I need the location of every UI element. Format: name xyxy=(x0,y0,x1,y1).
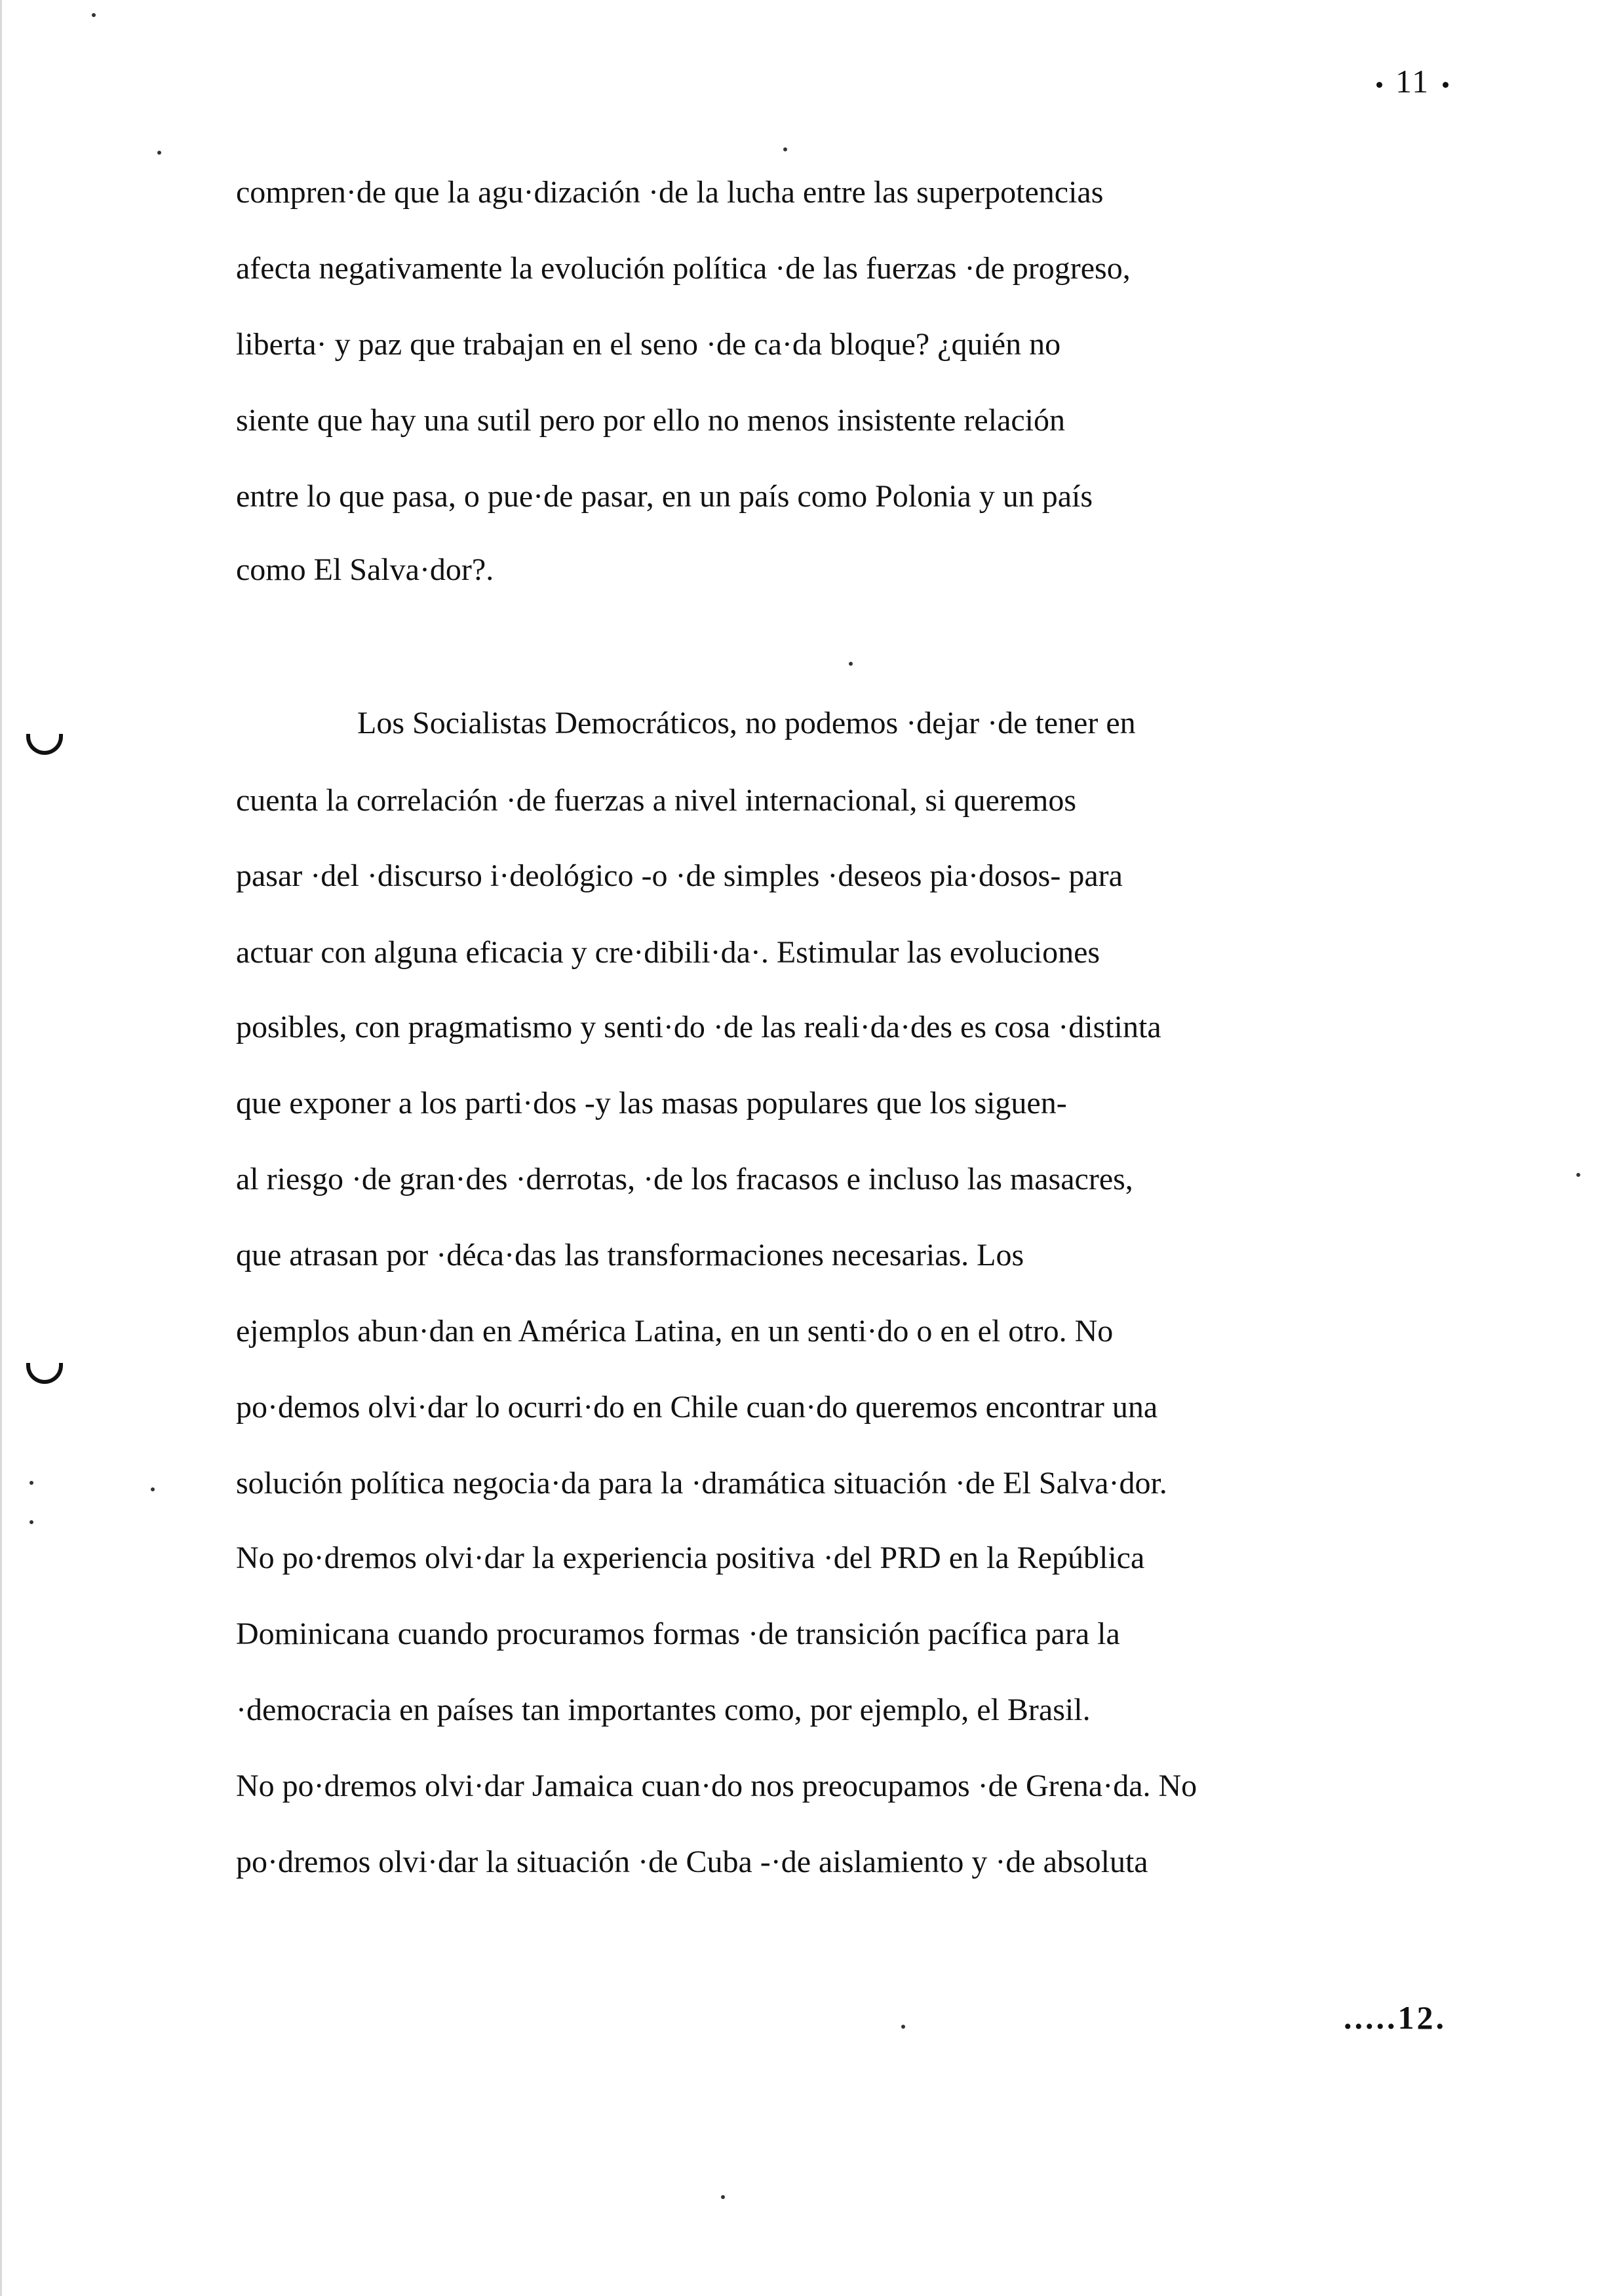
scan-speck xyxy=(721,2195,725,2199)
text-line: No po·dremos olvi·dar la experiencia positiva ·del PRD en la República xyxy=(236,1540,1145,1575)
text-line: que exponer a los parti·dos -y las masas populares que los siguen- xyxy=(236,1086,1067,1120)
text-line: ejemplos abun·dan en América Latina, en un senti·do o en el otro. No xyxy=(236,1314,1114,1349)
text-line: Los Socialistas Democráticos, no podemos ·dejar ·de tener en xyxy=(357,706,1136,740)
scan-speck xyxy=(783,147,787,151)
text-line: afecta negativamente la evolución política ·de las fuerzas ·de progreso, xyxy=(236,251,1131,286)
page-number-text: 11 xyxy=(1395,63,1430,100)
page-number-dot-right xyxy=(1443,82,1449,88)
page-number-dot-left xyxy=(1376,82,1382,88)
scan-speck xyxy=(29,1520,33,1524)
continuation-marker: .....12. xyxy=(1344,1999,1447,2036)
text-line: pasar ·del ·discurso i·deológico -o ·de simples ·deseos pia·dosos- para xyxy=(236,858,1123,893)
text-line: solución política negocia·da para la ·dramática situación ·de El Salva·dor. xyxy=(236,1466,1167,1501)
text-line: compren·de que la agu·dización ·de la lucha entre las superpotencias xyxy=(236,175,1104,210)
scan-speck xyxy=(849,662,853,666)
text-line: No po·dremos olvi·dar Jamaica cuan·do nos preocupamos ·de Grena·da. No xyxy=(236,1769,1197,1803)
scan-speck xyxy=(1576,1173,1580,1177)
text-line: siente que hay una sutil pero por ello no menos insistente relación xyxy=(236,403,1066,438)
binder-hole-mark xyxy=(26,1363,63,1384)
binder-hole-mark xyxy=(26,734,63,755)
scan-speck xyxy=(92,13,96,17)
text-line: cuenta la correlación ·de fuerzas a nivel internacional, si queremos xyxy=(236,783,1077,818)
scan-speck xyxy=(901,2025,905,2029)
scan-speck xyxy=(29,1481,33,1485)
scan-speck xyxy=(157,151,161,155)
text-line: po·demos olvi·dar lo ocurri·do en Chile cuan·do queremos encontrar una xyxy=(236,1390,1158,1425)
text-line: liberta· y paz que trabajan en el seno ·de ca·da bloque? ¿quién no xyxy=(236,327,1061,362)
text-line: Dominicana cuando procuramos formas ·de transición pacífica para la xyxy=(236,1617,1120,1651)
page-number xyxy=(1363,62,1462,100)
text-line: que atrasan por ·déca·das las transformaciones necesarias. Los xyxy=(236,1238,1024,1272)
text-line: actuar con alguna eficacia y cre·dibili·da·. Estimular las evoluciones xyxy=(236,935,1100,970)
scan-speck xyxy=(151,1487,155,1491)
text-line: posibles, con pragmatismo y senti·do ·de las reali·da·des es cosa ·distinta xyxy=(236,1010,1161,1044)
text-line: como El Salva·dor?. xyxy=(236,552,494,587)
text-line: al riesgo ·de gran·des ·derrotas, ·de los fracasos e incluso las masacres, xyxy=(236,1162,1133,1196)
text-line: ·democracia en países tan importantes como, por ejemplo, el Brasil. xyxy=(236,1693,1091,1727)
text-line: entre lo que pasa, o pue·de pasar, en un país como Polonia y un país xyxy=(236,479,1093,514)
text-line: po·dremos olvi·dar la situación ·de Cuba -·de aislamiento y ·de absoluta xyxy=(236,1845,1148,1879)
scan-edge-line xyxy=(0,0,2,2296)
